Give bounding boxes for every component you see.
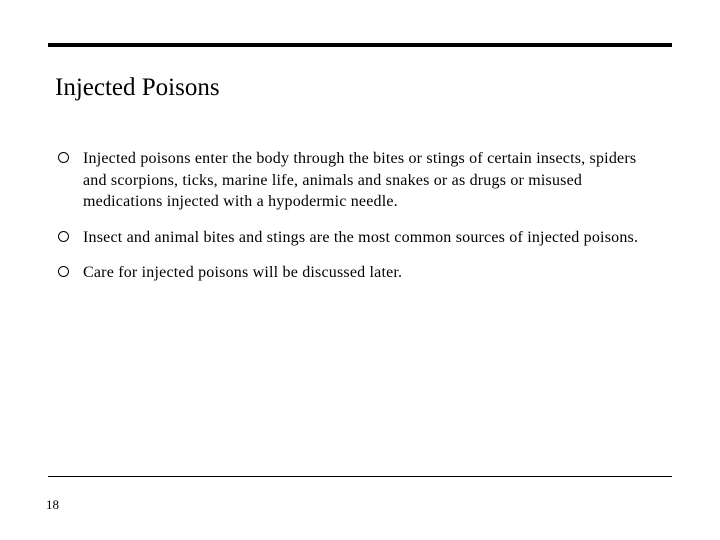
top-divider — [48, 43, 672, 47]
bullet-list — [58, 148, 658, 298]
footer-divider — [48, 476, 672, 477]
slide-title: Injected Poisons — [55, 74, 220, 101]
list-item — [58, 148, 658, 213]
hollow-circle-bullet-icon — [58, 266, 69, 277]
list-item — [58, 227, 658, 249]
bullet-text: Care for injected poisons will be discussed later. — [83, 264, 403, 281]
bullet-text: Insect and animal bites and stings are the most common sources of injected poisons. — [83, 228, 639, 246]
hollow-circle-bullet-icon — [58, 152, 69, 163]
list-item — [58, 262, 658, 284]
page-number: 18 — [46, 497, 59, 512]
hollow-circle-bullet-icon — [58, 231, 69, 242]
bullet-text: Injected poisons enter the body through the bites or stings of certain insects, spiders and scorpions, ticks, marine life, animals and snakes or as drugs or misused medications injected with a hypodermic needle. — [83, 150, 637, 210]
